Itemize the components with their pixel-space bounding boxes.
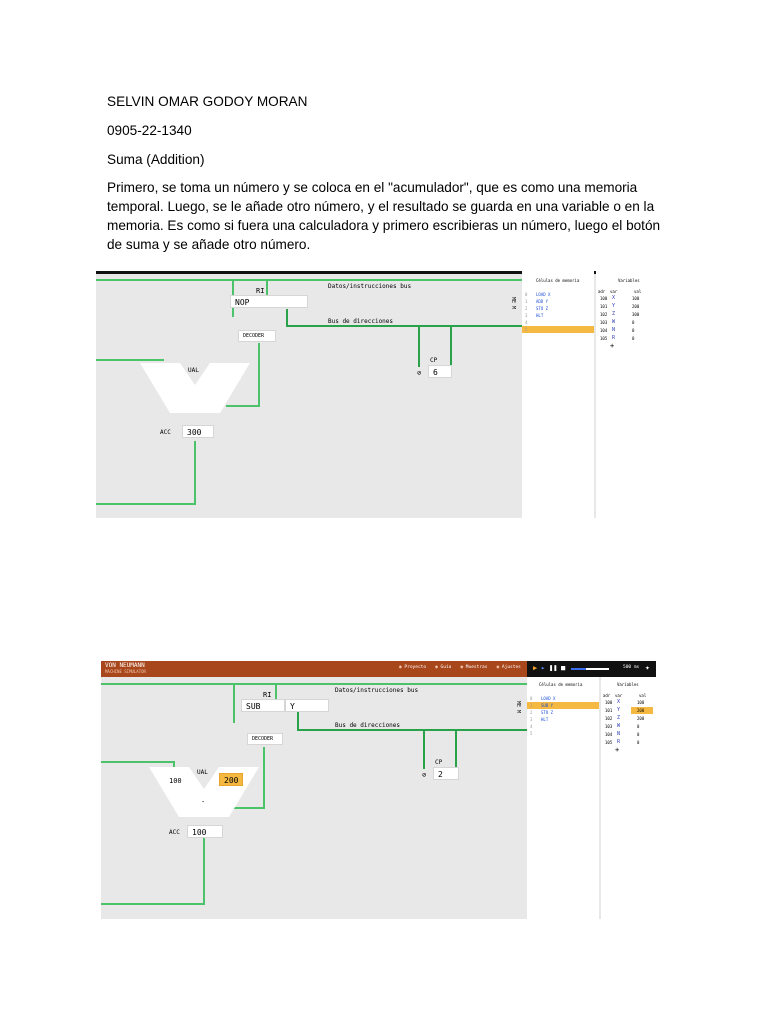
wire (418, 325, 420, 367)
memory-address: 3 (530, 717, 533, 722)
data-bus-label: Datos/instrucciones bus (328, 283, 412, 290)
cp-register: 2 (433, 767, 459, 780)
memory-instruction: SUB Y (541, 703, 554, 708)
memory-cell[interactable] (522, 326, 594, 333)
variable-row[interactable] (596, 327, 650, 334)
variable-value[interactable]: 0 (637, 740, 640, 745)
variable-name: N (612, 327, 616, 333)
variable-row[interactable] (596, 319, 650, 326)
memory-address: 4 (525, 320, 528, 325)
memory-cells-panel (527, 677, 599, 919)
variable-address: 103 (605, 724, 613, 729)
pause-icon[interactable]: ❚❚ (549, 664, 558, 672)
variable-address: 101 (605, 708, 613, 713)
variable-name: Z (612, 311, 616, 317)
wire (266, 279, 268, 295)
memory-cells-panel (522, 271, 594, 518)
speed-slider-fill (571, 668, 586, 670)
memory-address: 3 (525, 313, 528, 318)
reset-icon[interactable]: ⊘ (417, 369, 422, 377)
memory-address: 0 (530, 696, 533, 701)
pin-icon[interactable]: ✦ (645, 663, 650, 672)
variable-address: 100 (605, 700, 613, 705)
wire (297, 711, 299, 731)
memory-side-label: ME M (515, 701, 521, 714)
alu-left-operand: 100 (169, 777, 182, 785)
cp-label: CP (430, 357, 438, 364)
variable-address: 105 (605, 740, 613, 745)
play-icon[interactable]: ▶ (533, 664, 538, 672)
memory-address: 5 (530, 731, 533, 736)
memory-cell[interactable] (527, 723, 599, 730)
memory-header: Células de memoria (536, 278, 580, 283)
memory-header: Células de memoria (539, 682, 583, 687)
wire (96, 359, 164, 361)
wire (455, 729, 457, 769)
ri-label: RI (263, 691, 272, 699)
variable-value[interactable]: 0 (637, 732, 640, 737)
variables-header: Variables (617, 682, 639, 687)
memory-address: 2 (530, 710, 533, 715)
variable-row[interactable] (601, 699, 656, 706)
gear-icon: ◉ (496, 665, 502, 670)
variables-column-headers (601, 692, 656, 699)
simulator-screenshot-1 (96, 271, 650, 518)
acc-register: 300 (182, 425, 214, 438)
variable-row[interactable] (596, 303, 650, 310)
cp-register: 6 (428, 365, 452, 378)
variable-name: R (617, 739, 621, 745)
wire (423, 729, 425, 769)
variable-row[interactable] (596, 295, 650, 302)
data-bus-wire (96, 279, 522, 281)
alu-right-operand: 200 (219, 773, 243, 786)
memory-instruction: LOAD X (541, 696, 556, 701)
reset-icon[interactable]: ⊘ (422, 771, 427, 779)
address-bus-label: Bus de direcciones (328, 318, 394, 325)
memory-instruction: HLT (536, 313, 544, 318)
book-icon: ◉ (435, 665, 441, 670)
variable-value[interactable]: 0 (632, 328, 635, 333)
wire (258, 343, 260, 405)
memory-address: 5 (525, 327, 528, 332)
memory-address: 0 (525, 292, 528, 297)
alu-label: UAL (188, 367, 199, 374)
stop-icon[interactable]: ■ (561, 664, 566, 672)
menu-item-label: Proyecto (404, 665, 427, 670)
variable-value[interactable]: 0 (632, 320, 635, 325)
folder-icon: ◉ (399, 665, 405, 670)
column-header: var (610, 289, 618, 294)
address-bus-wire (297, 729, 527, 731)
memory-address: 2 (525, 306, 528, 311)
memory-cell[interactable] (522, 291, 594, 298)
ri-register: NOP (230, 295, 308, 308)
memory-instruction: STO Z (536, 306, 549, 311)
wire (101, 903, 205, 905)
decoder-block: DECODER (238, 330, 276, 342)
variable-name: Z (617, 715, 621, 721)
add-variable-button[interactable]: + (615, 746, 620, 754)
wire (101, 761, 173, 763)
variable-address: 104 (605, 732, 613, 737)
menu-item-label: Guía (440, 665, 452, 670)
variable-row[interactable] (601, 739, 656, 746)
memory-instruction: LOAD X (536, 292, 551, 297)
menu-item-label: Ajustes (501, 665, 521, 670)
menu-item-label: Muestras (465, 665, 488, 670)
variable-name: Y (617, 707, 621, 713)
memory-cell[interactable] (522, 305, 594, 312)
data-bus-label: Datos/instrucciones bus (335, 687, 419, 694)
ri-label: RI (256, 287, 265, 295)
acc-label: ACC (169, 829, 180, 836)
simulator-screenshot-2 (101, 661, 656, 919)
wire (203, 837, 205, 903)
top-menu (399, 665, 530, 670)
variable-address: 102 (605, 716, 613, 721)
variable-row[interactable] (596, 311, 650, 318)
variable-value[interactable]: 0 (632, 336, 635, 341)
speed-value: 500 ms (623, 665, 640, 670)
variable-address: 105 (600, 336, 608, 341)
column-header: adr (603, 693, 611, 698)
variable-row[interactable] (601, 723, 656, 730)
variables-column-headers (596, 288, 650, 295)
variable-value[interactable]: 200 (631, 707, 653, 714)
step-icon[interactable]: ▸ (541, 664, 546, 672)
wire (233, 683, 235, 723)
wire (194, 441, 196, 503)
variable-row[interactable] (601, 715, 656, 722)
variable-name: W (617, 723, 621, 729)
variables-panel (596, 271, 650, 518)
menu-item-proyecto[interactable] (399, 665, 426, 670)
data-bus-wire (101, 683, 527, 685)
student-id: 0905-22-1340 (107, 123, 192, 138)
column-header: val (639, 693, 647, 698)
address-bus-label: Bus de direcciones (335, 722, 401, 729)
author-name: SELVIN OMAR GODOY MORAN (107, 94, 308, 109)
wire (96, 503, 196, 505)
address-bus-wire (286, 325, 522, 327)
variable-value[interactable]: 100 (637, 700, 645, 705)
wire (275, 683, 277, 699)
decoder-block: DECODER (247, 733, 283, 745)
samples-icon: ◉ (460, 665, 466, 670)
memory-cell[interactable] (527, 702, 599, 709)
memory-cell[interactable] (527, 716, 599, 723)
variable-row[interactable] (601, 707, 656, 714)
variable-value[interactable]: 0 (637, 724, 640, 729)
variable-address: 104 (600, 328, 608, 333)
app-title: VON NEUMANN (105, 662, 145, 669)
memory-cell[interactable] (522, 319, 594, 326)
variable-name: X (612, 295, 616, 301)
explanation-paragraph: Primero, se toma un número y se coloca en el "acumulador", que es como una memoria temporal. Luego, se le añade otro número, y el resultado se guarda en una variable o en la memoria. Es como si fuera una calculadora y primero escribieras un número, luego el botón de suma y se añade otro número. (107, 180, 661, 252)
memory-address: 1 (530, 703, 533, 708)
variable-name: R (612, 335, 616, 341)
memory-cell[interactable] (522, 312, 594, 319)
memory-address: 4 (530, 724, 533, 729)
variable-address: 103 (600, 320, 608, 325)
variables-panel (601, 677, 656, 919)
variable-value[interactable]: 200 (637, 716, 645, 721)
variable-address: 100 (600, 296, 608, 301)
variable-address: 102 (600, 312, 608, 317)
cp-label: CP (435, 759, 443, 766)
variable-value[interactable]: 100 (632, 296, 640, 301)
wire (450, 325, 452, 367)
memory-cell[interactable] (522, 298, 594, 305)
variable-address: 101 (600, 304, 608, 309)
variables-header: Variables (618, 278, 640, 283)
section-title: Suma (Addition) (107, 152, 205, 167)
memory-instruction: HLT (541, 717, 549, 722)
memory-cell[interactable] (527, 730, 599, 737)
column-header: val (634, 289, 642, 294)
acc-label: ACC (160, 429, 171, 436)
variable-row[interactable] (596, 335, 650, 342)
variable-row[interactable] (601, 731, 656, 738)
variable-value[interactable]: 300 (632, 312, 640, 317)
wire (263, 747, 265, 807)
variable-value[interactable]: 200 (632, 304, 640, 309)
add-variable-button[interactable]: + (610, 342, 615, 350)
ri-opcode: SUB (241, 699, 285, 712)
acc-register: 100 (187, 825, 223, 838)
memory-instruction: ADD Y (536, 299, 549, 304)
alu-operation: - (201, 798, 206, 806)
memory-cell[interactable] (527, 709, 599, 716)
speed-slider[interactable] (571, 668, 609, 670)
menu-item-guia[interactable] (435, 665, 451, 670)
alu-label: UAL (197, 769, 208, 776)
wire (286, 309, 288, 327)
memory-side-label: ME M (510, 297, 516, 310)
memory-address: 1 (525, 299, 528, 304)
variable-name: X (617, 699, 621, 705)
memory-instruction: STO Z (541, 710, 554, 715)
menu-item-muestras[interactable] (460, 665, 487, 670)
memory-cell[interactable] (527, 695, 599, 702)
app-subtitle: MACHINE SIMULATOR (105, 669, 146, 674)
column-header: var (615, 693, 623, 698)
playback-controls (527, 661, 656, 677)
variable-name: W (612, 319, 616, 325)
menu-item-ajustes[interactable] (496, 665, 520, 670)
ri-operand: Y (285, 699, 329, 712)
column-header: adr (598, 289, 606, 294)
variable-name: Y (612, 303, 616, 309)
variable-name: N (617, 731, 621, 737)
